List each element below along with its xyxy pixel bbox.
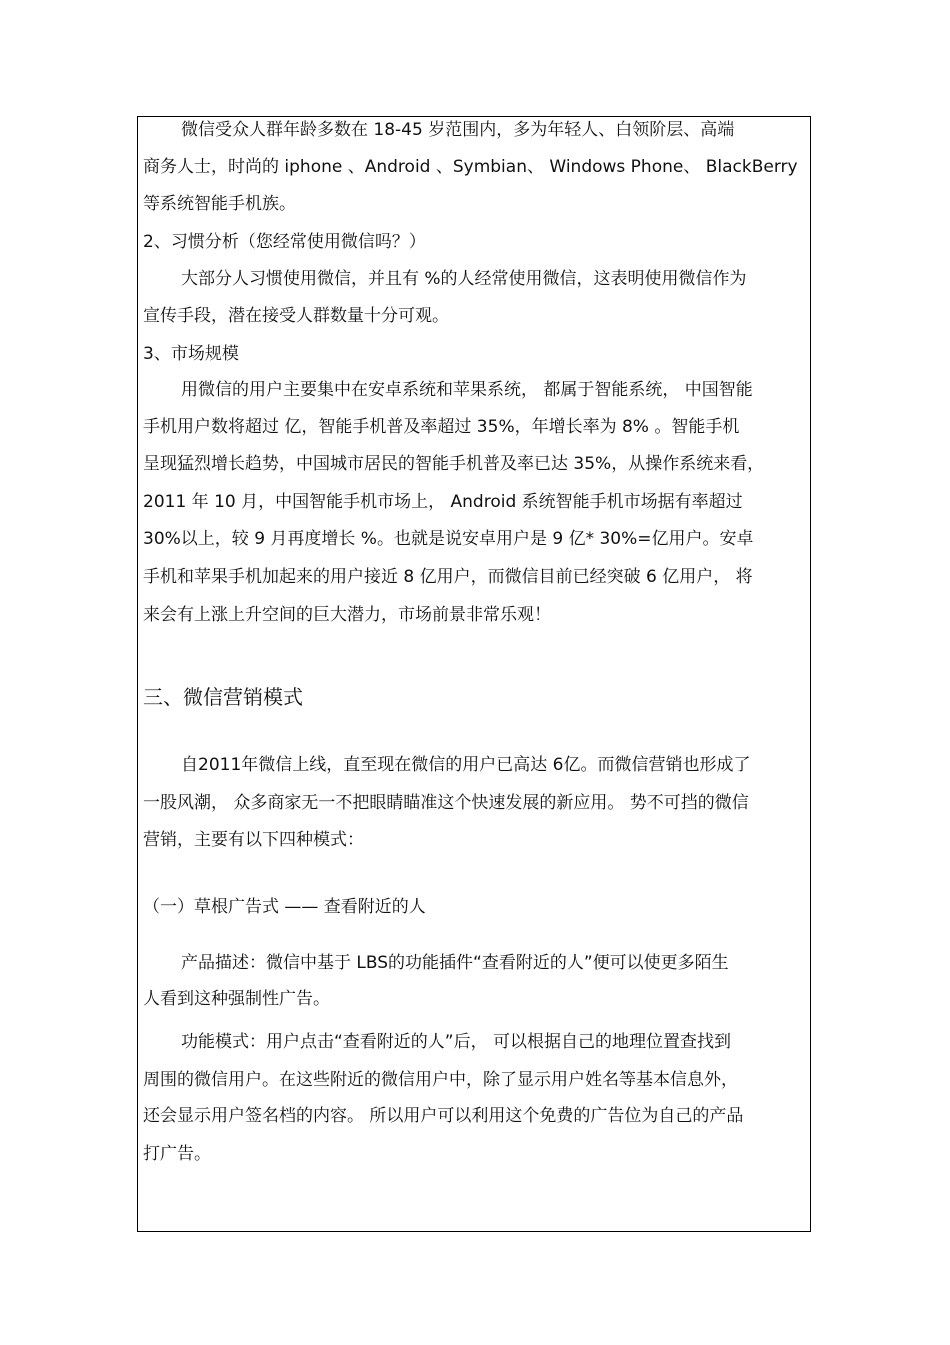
paragraph-market-line-4: 2011 年 10 月，中国智能手机市场上， Android 系统智能手机市场据有率超过 xyxy=(143,492,743,512)
paragraph-audience-line-2: 商务人士，时尚的 iphone 、Android 、Symbian、 Windows Phone、 BlackBerry xyxy=(143,157,798,177)
paragraph-habits-line-2: 宣传手段，潜在接受人群数量十分可观。 xyxy=(143,306,449,326)
paragraph-market-line-1: 用微信的用户主要集中在安卓系统和苹果系统， 都属于智能系统， 中国智能 xyxy=(181,380,753,400)
section-heading-market: 3、市场规模 xyxy=(143,344,239,364)
paragraph-habits-line-1: 大部分人习惯使用微信，并且有 %的人经常使用微信，这表明使用微信作为 xyxy=(181,269,747,289)
paragraph-audience-line-3: 等系统智能手机族。 xyxy=(143,194,296,214)
paragraph-market-line-6: 手机和苹果手机加起来的用户接近 8 亿用户，而微信目前已经突破 6 亿用户， 将 xyxy=(143,567,753,587)
paragraph-market-line-7: 来会有上涨上升空间的巨大潜力，市场前景非常乐观！ xyxy=(143,605,551,625)
section-heading-habits: 2、习惯分析（您经常使用微信吗？） xyxy=(143,232,426,252)
paragraph-function-line-4: 打广告。 xyxy=(143,1144,211,1164)
paragraph-product-line-1: 产品描述：微信中基于 LBS的功能插件“查看附近的人”便可以使更多陌生 xyxy=(181,953,729,973)
paragraph-function-line-1: 功能模式：用户点击“查看附近的人”后， 可以根据自己的地理位置查找到 xyxy=(181,1032,732,1052)
paragraph-audience-line-1: 微信受众人群年龄多数在 18-45 岁范围内，多为年轻人、白领阶层、高端 xyxy=(181,120,735,140)
paragraph-function-line-3: 还会显示用户签名档的内容。 所以用户可以利用这个免费的广告位为自己的产品 xyxy=(143,1106,744,1126)
paragraph-market-line-3: 呈现猛烈增长趋势，中国城市居民的智能手机普及率已达 35%，从操作系统来看， xyxy=(143,454,765,474)
paragraph-product-line-2: 人看到这种强制性广告。 xyxy=(143,989,330,1009)
paragraph-market-line-2: 手机用户数将超过 亿，智能手机普及率超过 35%，年增长率为 8% 。智能手机 xyxy=(143,417,740,437)
paragraph-function-line-2: 周围的微信用户。在这些附近的微信用户中，除了显示用户姓名等基本信息外， xyxy=(143,1070,738,1090)
chapter-heading-marketing-modes: 三、微信营销模式 xyxy=(143,685,303,709)
paragraph-intro-line-2: 一股风潮， 众多商家无一不把眼睛瞄准这个快速发展的新应用。 势不可挡的微信 xyxy=(143,793,749,813)
paragraph-market-line-5: 30%以上，较 9 月再度增长 %。也就是说安卓用户是 9 亿* 30%=亿用户。安卓 xyxy=(143,529,754,549)
paragraph-intro-line-1: 自2011年微信上线，直至现在微信的用户已高达 6亿。而微信营销也形成了 xyxy=(181,755,751,775)
paragraph-intro-line-3: 营销，主要有以下四种模式： xyxy=(143,830,364,850)
subsection-heading-grassroots: （一）草根广告式 —— 查看附近的人 xyxy=(143,897,426,917)
